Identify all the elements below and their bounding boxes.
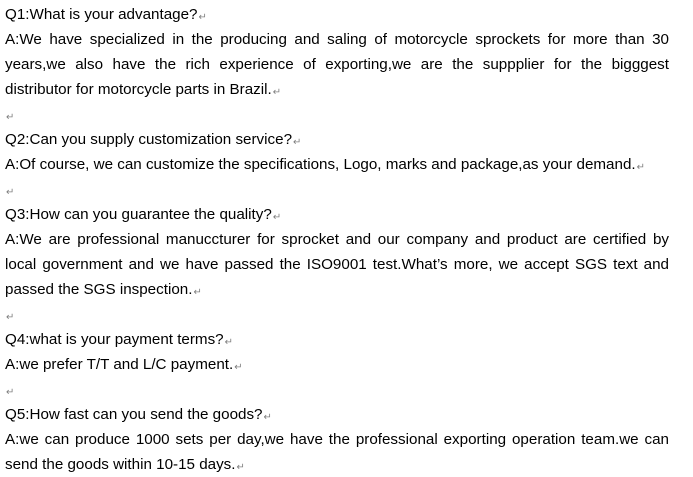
paragraph-mark-icon: ↵: [293, 137, 302, 148]
q5-answer-line-2: send the goods within 10-15 days.↵: [5, 456, 245, 473]
q3-answer-line-2: local government and we have passed the ISO9001 test.What’s more, we accept SGS text and: [5, 256, 669, 273]
q4-answer-line-1: A:we prefer T/T and L/C payment.↵: [5, 356, 243, 373]
paragraph-mark-icon: ↵: [263, 412, 272, 423]
paragraph-mark-icon: ↵: [234, 362, 243, 373]
empty-paragraph: [5, 177, 669, 202]
q1-answer-line-2: years,we also have the rich experience of exporting,we are the suppplier for the bigggest: [5, 56, 669, 73]
q1-answer-line-3: distributor for motorcycle parts in Brazil.↵: [5, 81, 282, 98]
q4-question: Q4:what is your payment terms?↵: [5, 331, 234, 348]
paragraph-mark-icon: ↵: [6, 312, 15, 323]
q2-question: Q2:Can you supply customization service?↵: [5, 131, 302, 148]
empty-paragraph: [5, 302, 669, 327]
empty-paragraph: [5, 377, 669, 402]
q3-question: Q3:How can you guarantee the quality?↵: [5, 206, 282, 223]
q3-answer-line-1: A:We are professional manuccturer for sprocket and our company and product are certified by: [5, 231, 669, 248]
paragraph-mark-icon: ↵: [198, 12, 207, 23]
q1-answer-line-1: A:We have specialized in the producing and saling of motorcycle sprockets for more than 30: [5, 31, 669, 48]
q2-answer-line-1: A:Of course, we can customize the specifications, Logo, marks and package,as your demand.↵: [5, 156, 645, 173]
paragraph-mark-icon: ↵: [6, 112, 15, 123]
paragraph-mark-icon: ↵: [193, 287, 202, 298]
q5-answer-line-1: A:we can produce 1000 sets per day,we have the professional exporting operation team.we can: [5, 431, 669, 448]
paragraph-mark-icon: ↵: [6, 387, 15, 398]
q1-question: Q1:What is your advantage?↵: [5, 6, 207, 23]
paragraph-mark-icon: ↵: [224, 337, 234, 348]
paragraph-mark-icon: ↵: [272, 212, 282, 223]
q3-answer-line-3: passed the SGS inspection.↵: [5, 281, 202, 298]
paragraph-mark-icon: ↵: [6, 187, 15, 198]
q5-question: Q5:How fast can you send the goods?↵: [5, 406, 272, 423]
empty-paragraph: [5, 102, 669, 127]
paragraph-mark-icon: ↵: [272, 87, 282, 98]
paragraph-mark-icon: ↵: [636, 162, 645, 173]
paragraph-mark-icon: ↵: [236, 462, 245, 473]
